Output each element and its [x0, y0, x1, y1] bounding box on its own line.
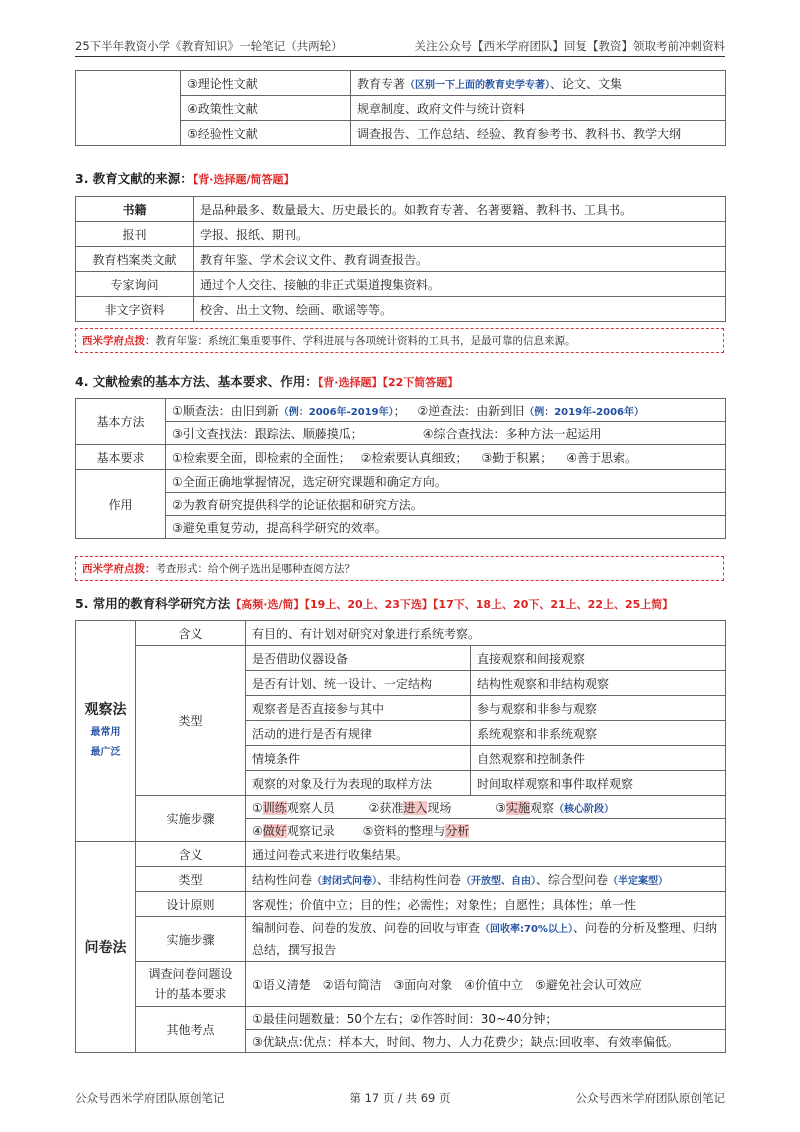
table-row-label: 基本方法: [76, 399, 166, 445]
table-row-label: ④政策性文献: [181, 96, 351, 121]
use-line: ①全面正确地掌握情况，选定研究课题和确定方向。: [166, 470, 726, 493]
table-row-text: 调查报告、工作总结、经验、教育参考书、教科书、教学大纲: [351, 121, 726, 146]
table-row-text: 是品种最多、数量最大、历史最长的。如教育专著、名著要籍、教科书、工具书。: [194, 197, 726, 222]
table-row-text: 客观性；价值中立；目的性；必需性；对象性；自愿性；具体性；单一性: [246, 892, 726, 917]
section-5-title: 5. 常用的教育科学研究方法【高频·选/简】【19上、20上、23下选】【17下、18上、20下、21上、22上、25上简】: [75, 596, 674, 611]
table-row-label: 类型: [136, 646, 246, 796]
table-row-label: 教育档案类文献: [76, 247, 194, 272]
method-name-questionnaire: 问卷法: [76, 842, 136, 1053]
table-row-text: 校舍、出土文物、绘画、歌谣等等。: [194, 297, 726, 322]
requirement-line: ①检索要全面，即检索的全面性； ②检索要认真细致； ③勤于积累； ④善于思索。: [166, 445, 726, 470]
header-title: 25下半年教资小学《教育知识》一轮笔记（共两轮）: [75, 39, 343, 53]
type-kind: 结构性观察和非结构观察: [471, 671, 726, 696]
table-row-text: 编制问卷、问卷的发放、问卷的回收与审查（回收率:70%以上）、问卷的分析及整理、归纳总结，撰写报告: [246, 917, 726, 962]
table-row-text: ①语义清楚 ②语句简洁 ③面向对象 ④价值中立 ⑤避免社会认可效应: [246, 962, 726, 1007]
section-4-title: 4. 文献检索的基本方法、基本要求、作用：【背·选择题】【22下简答题】: [75, 374, 459, 389]
type-basis: 情境条件: [246, 746, 471, 771]
table-row-label: 调查问卷问题设 计的基本要求: [136, 962, 246, 1007]
literature-source-table: [75, 196, 726, 322]
table-row-text: 结构性问卷（封闭式问卷）、非结构性问卷（开放型、自由）、综合型问卷（半定案型）: [246, 867, 726, 892]
table-row-text: 有目的、有计划对研究对象进行系统考察。: [246, 621, 726, 646]
tip-box: 西米学府点拨：考查形式：给个例子选出是哪种查阅方法？: [75, 556, 724, 581]
page-number: 第 17 页 / 共 69 页: [349, 1091, 451, 1105]
table-row-label: 报刊: [76, 222, 194, 247]
table-row-label: 含义: [136, 842, 246, 867]
table-row-text: 通过个人交往、接触的非正式渠道搜集资料。: [194, 272, 726, 297]
table-row-text: ①最佳问题数量：50个左右；②作答时间：30~40分钟；: [246, 1007, 726, 1030]
table-row-label: 作用: [76, 470, 166, 539]
table-row-label: 实施步骤: [136, 796, 246, 842]
table-row-label: ⑤经验性文献: [181, 121, 351, 146]
table-row-text: 学报、报纸、期刊。: [194, 222, 726, 247]
research-method-table: [75, 620, 726, 1053]
type-kind: 直接观察和间接观察: [471, 646, 726, 671]
tip-box: 西米学府点拨：教育年鉴：系统汇集重要事件、学科进展与各项统计资料的工具书，是最可靠的信息来源。: [75, 328, 724, 353]
footer-left: 公众号西米学府团队原创笔记: [75, 1091, 225, 1105]
table-row-text: 规章制度、政府文件与统计资料: [351, 96, 726, 121]
retrieval-table: [75, 398, 726, 539]
table-row-label: 书籍: [76, 197, 194, 222]
type-kind: 参与观察和非参与观察: [471, 696, 726, 721]
type-basis: 观察的对象及行为表现的取样方法: [246, 771, 471, 796]
type-kind: 自然观察和控制条件: [471, 746, 726, 771]
table-row-text: 教育年鉴、学术会议文件、教育调查报告。: [194, 247, 726, 272]
type-basis: 活动的进行是否有规律: [246, 721, 471, 746]
header-promo: 关注公众号【西米学府团队】回复【教资】领取考前冲刺资料: [414, 39, 725, 53]
step-line: ④做好观察记录 ⑤资料的整理与分析: [246, 819, 726, 842]
table-row-label: 基本要求: [76, 445, 166, 470]
type-kind: 时间取样观察和事件取样观察: [471, 771, 726, 796]
use-line: ③避免重复劳动，提高科学研究的效率。: [166, 516, 726, 539]
table-row-label: 含义: [136, 621, 246, 646]
step-line: ①训练观察人员 ②获准进入现场 ③实施观察（核心阶段）: [246, 796, 726, 819]
table-row-text: ③优缺点:优点：样本大，时间、物力、人力花费少；缺点:回收率、有效率偏低。: [246, 1030, 726, 1053]
table-row-label: ③理论性文献: [181, 71, 351, 96]
table-row-text: 通过问卷式来进行收集结果。: [246, 842, 726, 867]
use-line: ②为教育研究提供科学的论证依据和研究方法。: [166, 493, 726, 516]
table-row-label: 其他考点: [136, 1007, 246, 1053]
method-name-observation: 观察法 最常用 最广泛: [76, 621, 136, 842]
table-row-label: 实施步骤: [136, 917, 246, 962]
table-row-label: 类型: [136, 867, 246, 892]
type-kind: 系统观察和非系统观察: [471, 721, 726, 746]
table-row-label: 专家询问: [76, 272, 194, 297]
type-basis: 是否借助仪器设备: [246, 646, 471, 671]
method-line-2: ③引文查找法：跟踪法、顺藤摸瓜； ④综合查找法：多种方法一起运用: [166, 422, 726, 445]
table-row-text: 教育专著（区别一下上面的教育史学专著）、论文、文集: [351, 71, 726, 96]
type-basis: 是否有计划、统一设计、一定结构: [246, 671, 471, 696]
literature-type-table: [75, 70, 726, 146]
empty-cell: [76, 71, 181, 146]
footer-right: 公众号西米学府团队原创笔记: [575, 1091, 725, 1105]
header-divider: [75, 56, 725, 57]
table-row-label: 非文字资料: [76, 297, 194, 322]
section-3-title: 3. 教育文献的来源：【背·选择题/简答题】: [75, 171, 295, 186]
table-row-label: 设计原则: [136, 892, 246, 917]
method-line-1: ①顺查法：由旧到新（例：2006年-2019年）； ②逆查法：由新到旧（例：2019年-2006年）: [166, 399, 726, 422]
type-basis: 观察者是否直接参与其中: [246, 696, 471, 721]
